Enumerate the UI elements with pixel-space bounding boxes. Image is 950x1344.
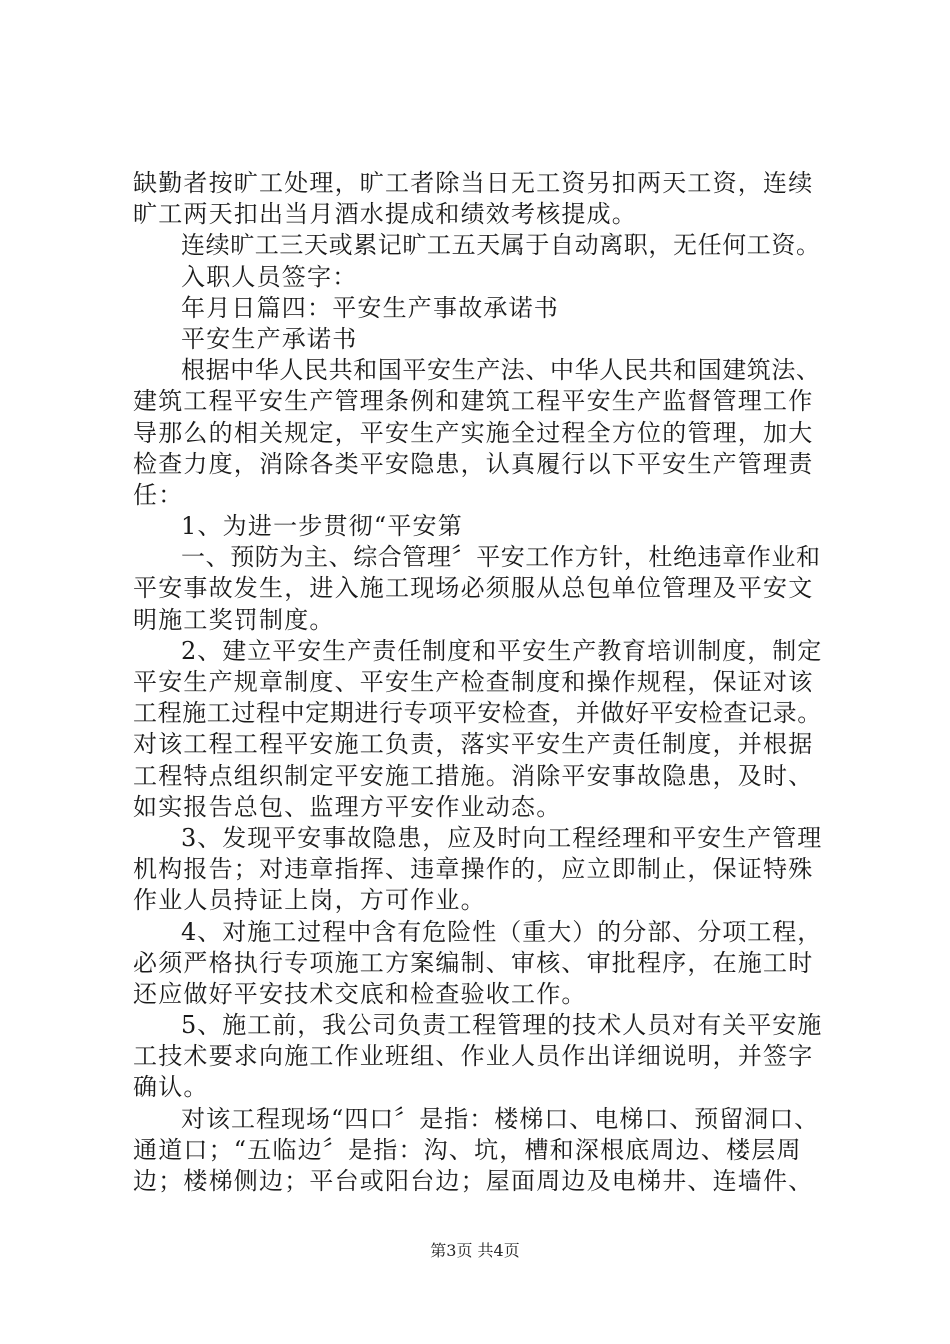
- text-line: 平安生产规章制度、平安生产检查制度和操作规程，保证对该: [133, 668, 814, 696]
- text-line: 明施工奖罚制度。: [133, 605, 335, 634]
- text-line: 连续旷工三天或累记旷工五天属于自动离职，无任何工资。: [181, 231, 821, 260]
- text-line: 1、为进一步贯彻“平安第: [181, 512, 463, 541]
- page-footer: [0, 1240, 950, 1262]
- text-line: 根据中华人民共和国平安生产法、中华人民共和国建筑法、: [181, 356, 821, 385]
- text-line: 一、预防为主、综合管理〞平安工作方针，杜绝违章作业和: [181, 543, 821, 572]
- text-line: 平安生产承诺书: [181, 324, 358, 353]
- text-line: 工技术要求向施工作业班组、作业人员作出详细说明，并签字: [133, 1042, 814, 1071]
- text-line: 导那么的相关规定，平安生产实施全过程全方位的管理，加大: [133, 418, 814, 447]
- text-line: 机构报告；对违章指挥、违章操作的，应立即制止，保证特殊: [133, 855, 814, 884]
- text-line: 缺勤者按旷工处理，旷工者除当日无工资另扣两天工资，连续: [133, 169, 814, 197]
- document-body: [133, 168, 823, 1197]
- text-line: 入职人员签字：: [181, 262, 358, 291]
- text-line: 建筑工程平安生产管理条例和建筑工程平安生产监督管理工作: [133, 387, 814, 416]
- text-line: 必须严格执行专项施工方案编制、审核、审批程序，在施工时: [133, 948, 814, 977]
- text-line: 边；楼梯侧边；平台或阳台边；屋面周边及电梯井、连墙件、: [133, 1167, 814, 1195]
- text-line: 还应做好平安技术交底和检查验收工作。: [133, 979, 587, 1008]
- text-line: 确认。: [133, 1073, 209, 1102]
- text-line: 对该工程现场“四口〞是指：楼梯口、电梯口、预留洞口、: [181, 1104, 820, 1133]
- text-line: 工程施工过程中定期进行专项平安检查，并做好平安检查记录。: [133, 699, 822, 728]
- text-line: 5、施工前，我公司负责工程管理的技术人员对有关平安施: [181, 1011, 823, 1040]
- text-line: 4、对施工过程中含有危险性（重大）的分部、分项工程，: [181, 917, 823, 946]
- text-line: 如实报告总包、监理方平安作业动态。: [133, 792, 562, 821]
- text-line: 3、发现平安事故隐患，应及时向工程经理和平安生产管理: [181, 823, 823, 852]
- text-line: 工程特点组织制定平安施工措施。消除平安事故隐患，及时、: [133, 761, 814, 790]
- text-line: 通道口；“五临边〞是指：沟、坑，槽和深根底周边、楼层周: [133, 1135, 802, 1164]
- page-number-label: 第3页 共4页: [430, 1241, 520, 1260]
- text-line: 作业人员持证上岗，方可作业。: [133, 886, 486, 915]
- text-line: 对该工程工程平安施工负责，落实平安生产责任制度，并根据: [133, 730, 814, 759]
- text-line: 年月日篇四：平安生产事故承诺书: [181, 293, 559, 322]
- text-line: 旷工两天扣出当月酒水提成和绩效考核提成。: [133, 200, 637, 229]
- text-line: 任：: [133, 480, 184, 509]
- text-line: 平安事故发生，进入施工现场必须服从总包单位管理及平安文: [133, 574, 814, 603]
- text-line: 2、建立平安生产责任制度和平安生产教育培训制度，制定: [181, 636, 823, 665]
- text-line: 检查力度，消除各类平安隐患，认真履行以下平安生产管理责: [133, 449, 814, 478]
